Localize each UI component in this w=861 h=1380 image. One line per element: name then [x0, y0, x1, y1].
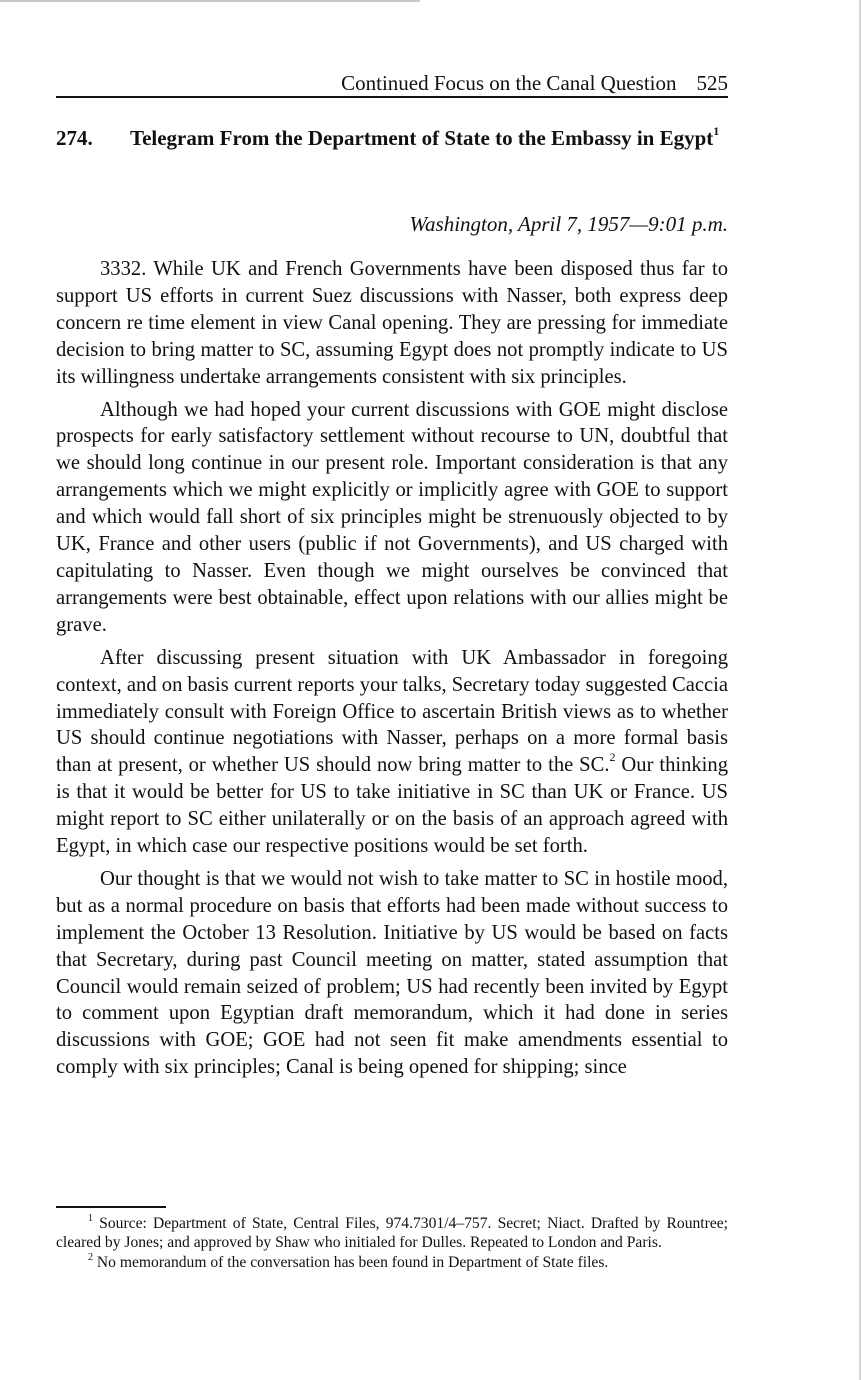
footnote-ref-2: 2: [609, 750, 616, 765]
running-head-title: Continued Focus on the Canal Question: [341, 71, 677, 95]
paragraph-2: Although we had hoped your current discussions with GOE might disclose prospects for early satisfactory settlement without recourse to UN, doubtful that we should long continue in our present role. Important consideration is that any arrangements which we might explicitly or implicitly agree with GOE to support and which would fall short of six principles might be strenuously objected to by UK, France and other users (public if not Governments), and US charged with capitulating to Nasser. Even though we might ourselves be convinced that arrangements were best obtainable, effect upon relations with our allies might be grave.: [56, 398, 728, 636]
running-head: [56, 70, 728, 98]
footnotes: [56, 1214, 728, 1272]
telegram-body: [56, 256, 728, 1087]
paragraph-3-text-b: Our thinking is that it would be better for US to take initiative in SC than UK or France. US might report to SC either unilaterally or on the basis of an approach agreed with Egypt, in which case our respective positions would be set forth.: [56, 754, 728, 858]
paragraph-3: [56, 645, 728, 860]
document-number: 274.: [56, 126, 93, 150]
document-title: [130, 124, 728, 152]
dateline: Washington, April 7, 1957—9:01 p.m.: [409, 212, 728, 236]
footnote-1-text: Source: Department of State, Central Files, 974.7301/4–757. Secret; Niact. Drafted by Rountree; cleared by Jones; and approved by Shaw who initialed for Dulles. Repeated to London and Paris.: [56, 1215, 728, 1252]
paragraph-3-text-a: After discussing present situation with UK Ambassador in foregoing context, and on basis current reports your talks, Secretary today suggested Caccia immediately consult with Foreign Office to ascertain British views as to whether US should continue negotiations with Nasser, perhaps on a more formal basis than at present, or whether US should now bring matter to the SC.: [56, 646, 728, 777]
scan-top-edge: [0, 0, 420, 2]
document-title-text: Telegram From the Department of State to the Embassy in Egypt: [130, 126, 714, 150]
footnote-divider: [56, 1206, 166, 1208]
page-number: 525: [696, 71, 728, 95]
footnote-2-text: No memorandum of the conversation has been found in Department of State files.: [93, 1253, 609, 1271]
footnote-2-mark: 2: [88, 1251, 93, 1263]
paragraph-4: Our thought is that we would not wish to take matter to SC in hostile mood, but as a normal procedure on basis that efforts had been made without success to implement the October 13 Resolution. Initiative by US would be based on facts that Secretary, during past Council meeting on matter, stated assumption that Council would remain seized of problem; US had recently been invited by Egypt to comment upon Egyptian draft memorandum, which it had done in series discussions with GOE; GOE had not seen fit make amendments essential to comply with six principles; Canal is being opened for shipping; since: [56, 867, 728, 1079]
footnote-ref-1: 1: [713, 124, 720, 138]
footnote-1: [56, 1214, 728, 1253]
footnote-1-mark: 1: [88, 1212, 93, 1224]
footnote-2: [56, 1253, 728, 1272]
paragraph-1: 3332. While UK and French Governments have been disposed thus far to support US efforts in current Suez discussions with Nasser, both express deep concern re time element in view Canal opening. They are pressing for immediate decision to bring matter to SC, assuming Egypt does not promptly indicate to US its willingness undertake arrangements consistent with six principles.: [56, 258, 728, 388]
